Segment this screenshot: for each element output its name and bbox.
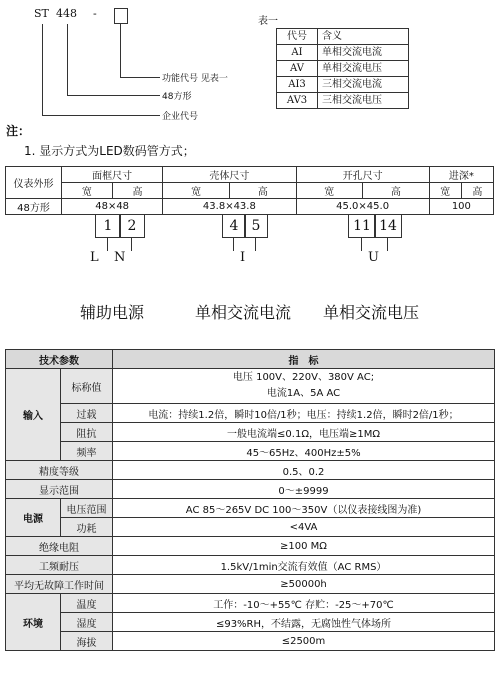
table-cell: 43.8×43.8 [163, 199, 296, 215]
spec-param: 精度等级 [6, 461, 113, 480]
terminal-pin: 5 [244, 214, 268, 238]
table-row [277, 93, 409, 109]
leader-line [120, 77, 160, 78]
leader-line [42, 24, 43, 116]
table-header: 含义 [318, 29, 409, 45]
spec-param: 海拔 [61, 632, 113, 651]
spec-param: 过载 [61, 404, 113, 423]
table-row [277, 77, 409, 93]
caption-aux-power: 辅助电源 [80, 303, 145, 322]
spec-group-power: 电源 [6, 499, 61, 537]
spec-value: 0～±9999 [113, 480, 495, 499]
terminal-pin: 14 [374, 214, 402, 238]
spec-value-line: 电流1A、5A AC [266, 388, 341, 399]
spec-value: ≤2500m [113, 632, 495, 651]
table-cell: AI [277, 45, 318, 61]
leader-line [120, 24, 121, 78]
leader-line [42, 115, 160, 116]
function-code-table [276, 28, 409, 109]
table-row [6, 350, 495, 369]
spec-value [113, 369, 495, 404]
terminal-label-i: I [240, 250, 246, 265]
spec-param: 平均无故障工作时间 [6, 575, 113, 594]
terminal-pin: 1 [95, 214, 121, 238]
terminal-label-n: N [114, 250, 126, 265]
spec-value: 电流：持续1.2倍，瞬时10倍/1秒；电压：持续1.2倍，瞬时2倍/1秒； [113, 404, 495, 423]
table-subheader: 宽 [62, 183, 113, 199]
table-row [6, 183, 494, 199]
table-row [6, 632, 495, 651]
table-cell: AV3 [277, 93, 318, 109]
table-row [6, 518, 495, 537]
notes-title: 注： [6, 124, 31, 138]
spec-param: 工频耐压 [6, 556, 113, 575]
table-cell: 三相交流电流 [318, 77, 409, 93]
model-number: 448 [56, 7, 77, 20]
spec-param: 频率 [61, 442, 113, 461]
terminal-pin: 2 [119, 214, 145, 238]
wire [131, 237, 132, 251]
table-cell: AI3 [277, 77, 318, 93]
table-subheader: 宽 [296, 183, 363, 199]
wire [387, 237, 388, 251]
wire [361, 237, 362, 251]
caption-voltage: 单相交流电压 [323, 303, 420, 322]
terminal-pin: 11 [348, 214, 376, 238]
spec-value: 45～65Hz、400Hz±5% [113, 442, 495, 461]
table-row [6, 369, 495, 404]
spec-value: AC 85～265V DC 100～350V（以仪表接线图为准) [113, 499, 495, 518]
spec-value-line: 电压 100V、220V、380V AC; [232, 372, 375, 383]
label-company-code: 企业代号 [162, 112, 199, 122]
table-row [277, 29, 409, 45]
table-cell: 100 [429, 199, 493, 215]
spec-param: 功耗 [61, 518, 113, 537]
table-cell: 单相交流电流 [318, 45, 409, 61]
table-header: 技术参数 [6, 350, 113, 369]
table-row [6, 537, 495, 556]
notes-item-1: 1. 显示方式为LED数码管方式； [24, 144, 195, 158]
spec-value: ≥100 MΩ [113, 537, 495, 556]
spec-param: 阻抗 [61, 423, 113, 442]
table-cell: 单相交流电压 [318, 61, 409, 77]
table-subheader: 高 [229, 183, 296, 199]
table-row [6, 461, 495, 480]
terminal-label-u: U [368, 250, 379, 265]
table-row [277, 61, 409, 77]
model-prefix: ST [34, 7, 49, 20]
table-row [6, 480, 495, 499]
spec-value: 一般电流端≤0.1Ω，电压端≥1MΩ [113, 423, 495, 442]
table-header: 开孔尺寸 [296, 167, 429, 183]
table-cell: 45.0×45.0 [296, 199, 429, 215]
table-header: 进深* [429, 167, 493, 183]
table1-title: 表一 [258, 16, 278, 27]
table-row [6, 199, 494, 215]
table-row [6, 575, 495, 594]
table-subheader: 高 [461, 183, 493, 199]
table-row [6, 613, 495, 632]
spec-param: 绝缘电阻 [6, 537, 113, 556]
table-cell: 48×48 [62, 199, 163, 215]
table-row [6, 556, 495, 575]
spec-param: 湿度 [61, 613, 113, 632]
table-subheader: 宽 [429, 183, 461, 199]
table-row [6, 499, 495, 518]
table-row [6, 423, 495, 442]
wire [233, 237, 234, 251]
table-row [6, 594, 495, 613]
table-subheader: 高 [112, 183, 163, 199]
table-cell: 48方形 [6, 199, 62, 215]
table-cell: AV [277, 61, 318, 77]
spec-param: 电压范围 [61, 499, 113, 518]
table-subheader: 高 [363, 183, 430, 199]
table-row [277, 45, 409, 61]
leader-line [67, 95, 160, 96]
spec-param: 标称值 [61, 369, 113, 404]
terminal-label-l: L [90, 250, 99, 265]
label-shape: 48方形 [162, 92, 192, 102]
table-header: 壳体尺寸 [163, 167, 296, 183]
terminal-pin: 4 [222, 214, 246, 238]
table-row [6, 442, 495, 461]
table-header: 指 标 [113, 350, 495, 369]
spec-param: 温度 [61, 594, 113, 613]
spec-table [5, 349, 495, 651]
table-row [6, 167, 494, 183]
table-row [6, 404, 495, 423]
spec-param: 显示范围 [6, 480, 113, 499]
spec-group-environment: 环境 [6, 594, 61, 651]
spec-value: 工作：-10～+55℃ 存贮：-25～+70℃ [113, 594, 495, 613]
table-subheader: 宽 [163, 183, 230, 199]
label-function-code: 功能代号 见表一 [162, 74, 228, 84]
leader-line [67, 24, 68, 96]
function-code-box [114, 8, 128, 24]
caption-current: 单相交流电流 [195, 303, 292, 322]
spec-value: 1.5kV/1min交流有效值（AC RMS） [113, 556, 495, 575]
spec-group-input: 输入 [6, 369, 61, 461]
table-header: 代号 [277, 29, 318, 45]
spec-value: ≤93%RH，不结露，无腐蚀性气体场所 [113, 613, 495, 632]
spec-value: 0.5、0.2 [113, 461, 495, 480]
spec-value: <4VA [113, 518, 495, 537]
model-dash: - [93, 7, 97, 20]
spec-value: ≥50000h [113, 575, 495, 594]
table-cell: 三相交流电压 [318, 93, 409, 109]
wire [255, 237, 256, 251]
dimension-table [5, 166, 494, 215]
wire [107, 237, 108, 251]
table-header: 面框尺寸 [62, 167, 163, 183]
table-header: 仪表外形 [6, 167, 62, 199]
